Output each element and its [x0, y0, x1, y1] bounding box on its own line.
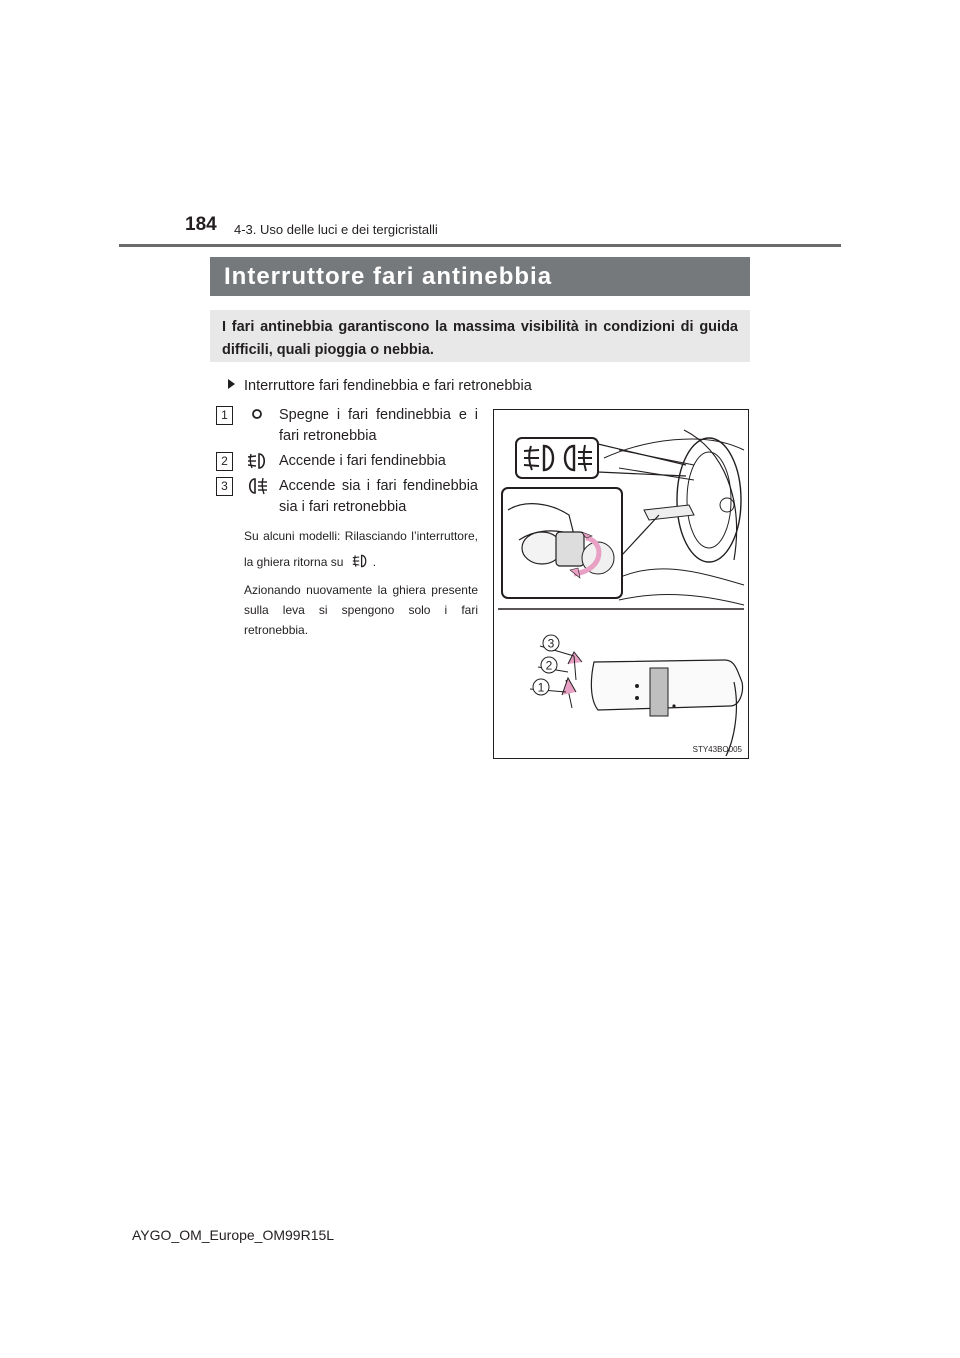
note-release-text: Su alcuni modelli: Rilasciando l’interruttore, la ghiera ritorna su [244, 529, 478, 569]
figure-code: STY43BO005 [692, 745, 742, 754]
fog-light-switch-illustration [493, 409, 749, 759]
front-fog-light-icon [244, 451, 270, 471]
item-number: 3 [216, 477, 233, 496]
item-text: Accende sia i fari fendinebbia sia i fari retronebbia [279, 478, 478, 515]
page-number: 184 [185, 214, 217, 235]
sub-heading [228, 378, 532, 394]
list-item-2 [216, 451, 478, 473]
sub-heading-text: Interruttore fari fendinebbia e fari retronebbia [244, 378, 532, 394]
rear-fog-light-icon [244, 476, 270, 496]
section-title: 4-3. Uso delle luci e dei tergicristalli [234, 222, 438, 237]
list-item-1 [216, 405, 478, 449]
header-rule [119, 244, 841, 247]
intro-text: I fari antinebbia garantiscono la massima visibilità in condizioni di guida difficili, quali pioggia o nebbia. [222, 319, 738, 358]
triangle-bullet-icon [228, 379, 235, 389]
item-text: Spegne i fari fendinebbia e i fari retronebbia [279, 407, 478, 444]
callout-2: 2 [545, 658, 553, 673]
item-text: Accende i fari fendinebbia [279, 453, 446, 469]
off-circle-icon [244, 405, 270, 425]
note-release [244, 523, 478, 575]
item-number: 1 [216, 406, 233, 425]
illustration-drawing [494, 410, 748, 758]
item-number: 2 [216, 452, 233, 471]
footer-document-code: AYGO_OM_Europe_OM99R15L [132, 1227, 335, 1243]
intro-box [210, 310, 750, 362]
note-second-press: Azionando nuovamente la ghiera presente sulla leva si spengono solo i fari retronebbia. [244, 583, 478, 637]
list-item-3 [216, 476, 478, 520]
callout-1: 1 [537, 680, 545, 695]
callout-3: 3 [547, 636, 555, 651]
note-release-end: . [372, 555, 377, 569]
front-fog-light-icon [349, 553, 371, 569]
page-title: Interruttore fari antinebbia [210, 257, 750, 296]
